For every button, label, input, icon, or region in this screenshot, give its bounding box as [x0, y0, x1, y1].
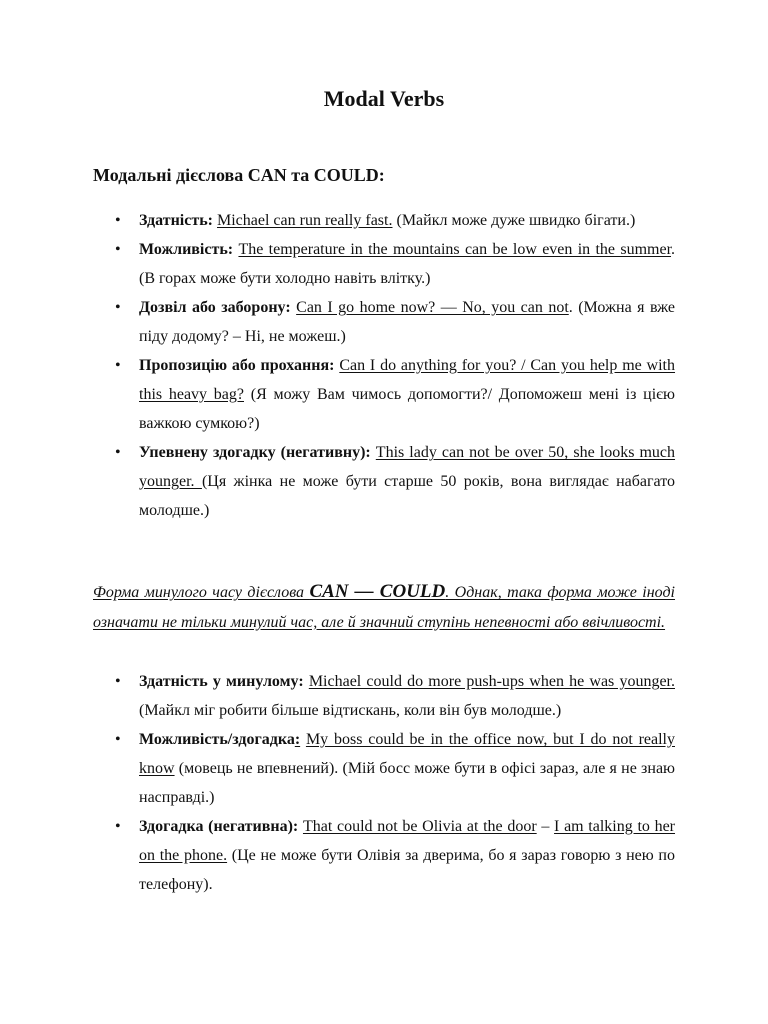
list-item-possibility: [139, 235, 675, 293]
list-item-past-ability: [139, 667, 675, 725]
note-text-2: . Однак, така форма може іноді означати не тільки минулий час, але й значний ступінь непевності або ввічливості.: [93, 584, 676, 631]
item-label-colon: :: [294, 731, 301, 748]
item-label: Можливість:: [139, 241, 234, 258]
note-text-1: Форма минулого часу дієслова: [93, 584, 310, 601]
section-heading: Модальні дієслова CAN та COULD:: [93, 165, 385, 185]
example-sentence-2: I am talking to her on the phone.: [139, 818, 676, 864]
list-item-negative-guess-past: • Здогадка (негативна): That could not be Olivia at the door – I am talking to her on the phone. (Це не може бути Олівія за дверима, бо я зараз говорю з нею по телефону).: [139, 812, 675, 899]
note-highlight: CAN — COULD: [309, 581, 446, 602]
translation: (Це не може бути Олівія за дверима, бо я зараз говорю з нею по телефону).: [139, 847, 675, 893]
example-sentence: Can I do anything for you? / Can you help me with this heavy bag?: [139, 357, 676, 403]
translation: (Я можу Вам чимось допомогти?/ Допоможеш мені із цією важкою сумкою?): [139, 386, 675, 432]
example-sentence: Michael could do more push-ups when he was younger.: [308, 673, 675, 690]
item-label: Здатність у минулому:: [139, 673, 304, 690]
example-sentence: Michael can run really fast.: [217, 212, 393, 229]
can-usage-list: [0, 206, 768, 525]
translation: (Майкл може дуже швидко бігати.): [392, 212, 636, 229]
item-label: Дозвіл або заборону:: [139, 299, 291, 316]
translation: . (Можна я вже піду додому? – Ні, не можеш.): [139, 299, 676, 345]
item-label: Здогадка (негативна):: [139, 818, 299, 835]
example-sentence: My boss could be in the office now, but I do not really know: [139, 731, 675, 777]
example-sentence: The temperature in the mountains can be low even in the summer: [238, 241, 672, 258]
translation: (Майкл міг робити більше відтискань, коли він був молодше.): [139, 702, 562, 719]
translation: (мовець не впевнений). (Мій босс може бути в офісі зараз, але я не знаю насправді.): [139, 760, 675, 806]
item-label: Здатність:: [139, 212, 213, 229]
example-sentence: This lady can not be over 50, she looks much younger.: [139, 444, 676, 490]
past-form-note: [93, 577, 675, 637]
list-item-permission: [139, 293, 675, 351]
page-title: Modal Verbs: [323, 86, 445, 111]
example-sentence: That could not be Olivia at the door: [302, 818, 537, 835]
could-usage-list: [0, 667, 768, 899]
list-item-offer-request: [139, 351, 675, 438]
item-label: Упевнену здогадку (негативну):: [139, 444, 371, 461]
item-label: Можливість/здогадка: [139, 731, 295, 748]
list-item-negative-guess: [139, 438, 675, 525]
item-label: Пропозицію або прохання:: [139, 357, 335, 374]
translation: . (В горах може бути холодно навіть влітку.): [139, 241, 676, 287]
translation: (Ця жінка не може бути старше 50 років, вона виглядає набагато молодше.): [139, 473, 676, 519]
example-sentence: Can I go home now? — No, you can not: [296, 299, 569, 316]
list-item-ability: [139, 206, 675, 235]
list-item-possibility-guess: [139, 725, 675, 812]
